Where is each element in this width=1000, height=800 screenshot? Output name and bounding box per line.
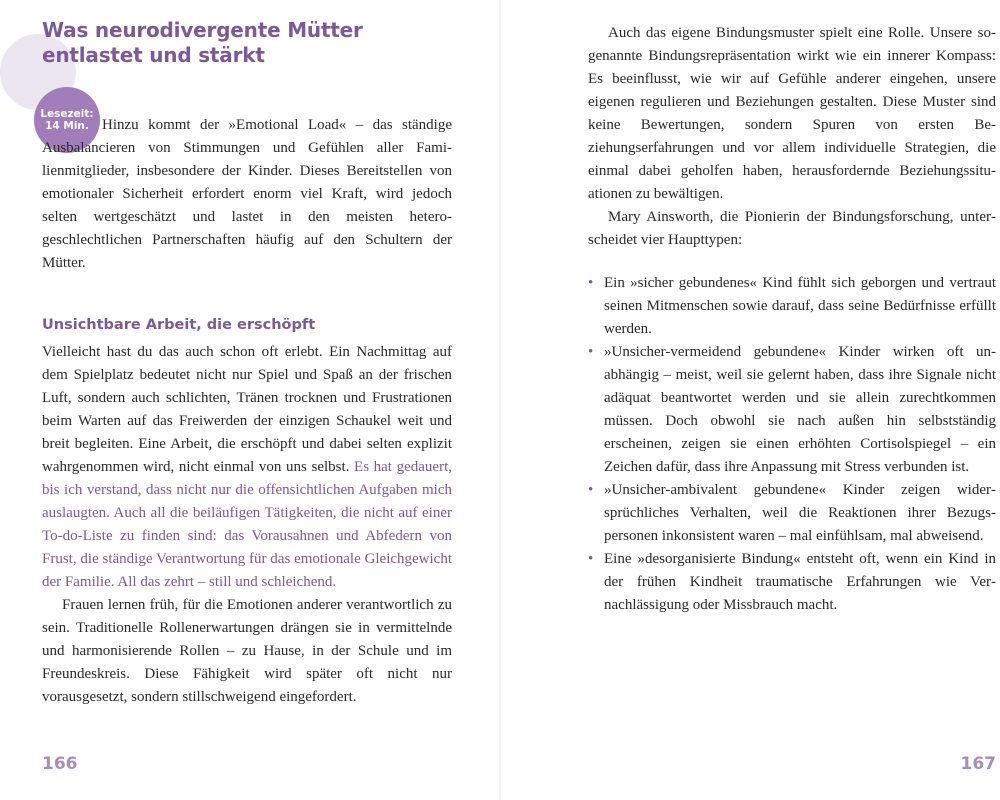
body-paragraph: Mary Ainsworth, die Pionierin der Bindungsforschung, unterscheidet vier Haupttypen: xyxy=(588,209,996,248)
page-number-left: 166 xyxy=(42,754,78,774)
body-paragraph xyxy=(42,341,452,594)
attachment-types xyxy=(586,272,996,617)
intro-paragraph: Hinzu kommt der »Emotional Load« – das ständige Ausbalancieren von Stimmungen und Gefühlen aller Familienmitglieder, insbesondere der Kinder. Dieses Bereitstellen von emotionaler Sicherheit erfordert enorm viel Kraft, wird jedoch selten wertgeschätzt und lastet in den meisten heterogeschlechtlichen Partnerschaften häufig auf den Schultern der Mütter. xyxy=(42,117,452,271)
reading-time-value: 14 Min. xyxy=(45,120,89,132)
reading-time-label: Lesezeit: xyxy=(40,108,94,120)
intro-text xyxy=(42,114,452,275)
right-page xyxy=(500,0,1000,800)
right-top-text xyxy=(588,22,996,252)
chapter-title: Was neurodivergente Mütter entlastet und stärkt xyxy=(42,18,363,67)
list-item: • »Unsicher-ambivalent gebundene« Kinder zeigen widersprüchliches Verhalten, weil die Reaktionen ihrer Bezugspersonen inkonsistent waren – mal einfühlsam, mal abweisend. xyxy=(586,479,996,548)
highlighted-quote: Es hat gedauert, bis ich verstand, dass nicht nur die offensichtlichen Aufgaben mich auslaugten. Auch all die beiläufigen Tätigkeiten, die nicht auf einer To-do-Liste zu finden sind: das Vorausahnen und Abfedern von Frust, die ständige Verantwortung für das emotionale Gleichgewicht der Familie. All das zehrt – still und schleichend. xyxy=(42,459,452,590)
body-paragraph: Frauen lernen früh, für die Emotionen anderer verantwortlich zu sein. Traditionelle Rollenerwartungen drängen sie in vermittelnde und harmonisierende Rollen – zu Hause, in der Schule und im Freundeskreis. Diese Fähigkeit wird später oft nicht nur vorausgesetzt, sondern stillschweigend eingefordert. xyxy=(42,597,452,705)
list-item: • Eine »desorganisierte Bindung« entsteht oft, wenn ein Kind in der frühen Kindheit traumatische Erfahrungen wie Vernachlässigung oder Missbrauch macht. xyxy=(586,548,996,617)
page-number-right: 167 xyxy=(960,754,996,774)
list-item: • »Unsicher-vermeidend gebundene« Kinder wirken oft unabhängig – meist, weil sie gelernt haben, dass ihre Signale nicht adäquat beantwortet werden und sie allein zurechtkommen müssen. Doch obwohl sie nach außen hin selbstständig erscheinen, zeigen sie einen erhöhten Cortisolspiegel – ein Zeichen dafür, dass ihre Anpassung mit Stress verbunden ist. xyxy=(586,341,996,479)
section-body xyxy=(42,341,452,709)
body-paragraph: Auch das eigene Bindungsmuster spielt eine Rolle. Unsere sogenannte Bindungsrepräsentation wirkt wie ein innerer Kompass: Es beeinflusst, wie wir auf Gefühle anderer eingehen, unsere eigenen regulieren und Beziehungen gestalten. Diese Muster sind keine Bewertungen, sondern Spuren von ersten Beziehungserfahrungen und vor allem individuelle Strategien, die einmal dabei geholfen haben, herausfordernde Beziehungssituationen zu bewältigen. xyxy=(588,25,996,202)
section-subheading: Unsichtbare Arbeit, die erschöpft xyxy=(42,317,316,333)
bullet-list xyxy=(586,272,996,617)
list-item: • Ein »sicher gebundenes« Kind fühlt sich geborgen und vertraut seinen Mitmenschen sowie darauf, dass seine Bedürfnisse erfüllt werden. xyxy=(586,272,996,341)
paragraph-text: Vielleicht hast du das auch schon oft erlebt. Ein Nachmittag auf dem Spielplatz bedeutet nicht nur Spiel und Spaß an der frischen Luft, sondern auch schlichten, Tränen trocknen und Frustrationen beim Warten auf das Freiwerden der einzigen Schaukel weit und breit begleiten. Eine Arbeit, die erschöpft und dabei selten explizit wahrgenommen wird, nicht einmal von uns selbst. xyxy=(42,344,452,475)
